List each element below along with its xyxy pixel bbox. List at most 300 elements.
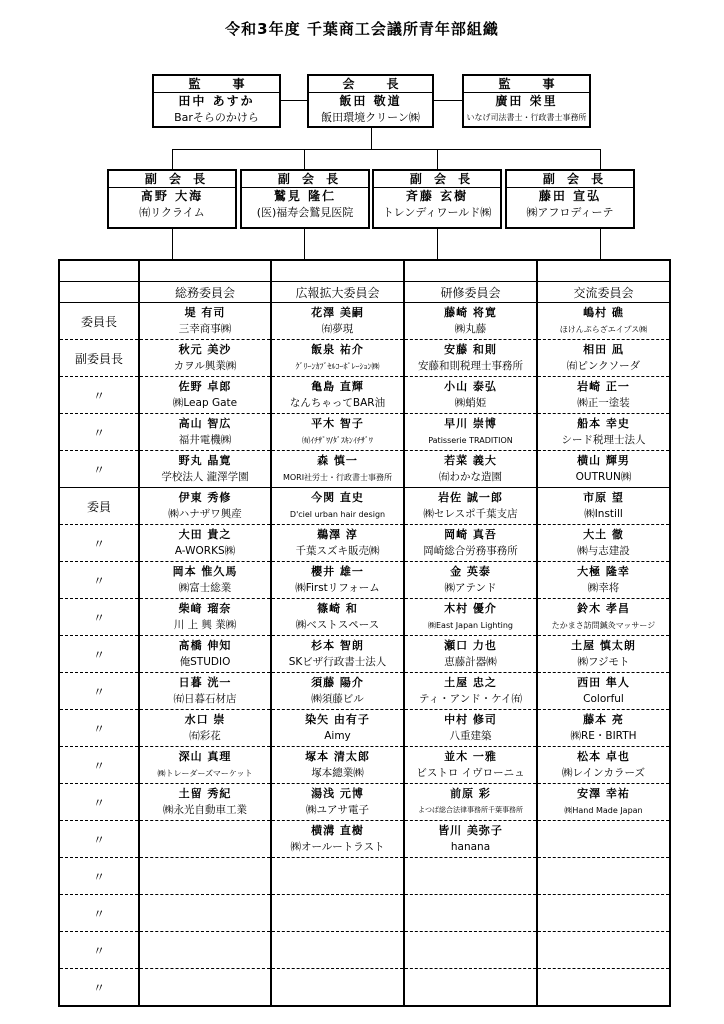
member-cell <box>271 303 404 340</box>
table-row <box>59 636 670 673</box>
connector-line <box>172 149 173 169</box>
connector-line <box>281 100 307 101</box>
member-name: 安澤 幸祐 <box>577 787 630 800</box>
member-organization: ㈱永光自動車工業 <box>163 804 247 816</box>
member-cell <box>404 858 537 895</box>
member-cell <box>404 821 537 858</box>
member-name: 塚本 清太郎 <box>305 750 370 763</box>
role-label: 監 事 <box>464 76 589 93</box>
member-name: 土屋 慎太朗 <box>571 639 636 652</box>
member-organization <box>140 987 270 1004</box>
member-cell <box>404 895 537 932</box>
member-name: 安藤 和則 <box>444 343 497 356</box>
member-organization: ㈱レインカラーズ <box>562 767 645 779</box>
member-organization: なんちゃってBAR油 <box>289 397 386 409</box>
auditor-box-left <box>152 74 281 128</box>
member-name: 岡本 惟久馬 <box>172 565 238 578</box>
member-organization: ㈲ピンクソーダ <box>566 360 641 372</box>
member-name: 小山 泰弘 <box>444 380 497 393</box>
member-cell <box>271 895 404 932</box>
member-name <box>538 933 669 950</box>
table-cell <box>537 260 670 282</box>
table-row <box>59 377 670 414</box>
member-organization <box>140 876 270 893</box>
member-name: 飯泉 祐介 <box>311 343 364 356</box>
role-label: 副 会 長 <box>242 171 368 188</box>
member-organization <box>140 913 270 930</box>
member-name: 亀島 直輝 <box>311 380 364 393</box>
member-name <box>272 970 403 987</box>
member-cell <box>404 525 537 562</box>
committee-header: 研修委員会 <box>404 282 537 303</box>
member-name: 大極 隆幸 <box>577 565 630 578</box>
table-row <box>59 340 670 377</box>
member-name: 深山 真理 <box>178 750 232 763</box>
member-cell <box>404 414 537 451</box>
member-name: 早川 崇博 <box>444 417 497 430</box>
connector-line <box>434 100 462 101</box>
member-name: 野丸 晶寛 <box>178 454 232 467</box>
member-cell <box>404 303 537 340</box>
member-cell <box>404 599 537 636</box>
committee-table <box>58 259 671 1007</box>
member-organization: Patisserie TRADITION <box>428 436 513 445</box>
table-cell <box>404 260 537 282</box>
member-organization: たかまさ訪問鍼灸マッサージ <box>551 621 656 630</box>
table-cell <box>271 260 404 282</box>
member-name <box>272 859 403 876</box>
person-name: 飯田 敬道 <box>339 94 402 108</box>
member-cell <box>139 562 271 599</box>
member-organization: Aimy <box>324 730 351 742</box>
table-row <box>59 303 670 340</box>
member-name: 堤 有司 <box>184 306 226 319</box>
member-organization <box>538 876 669 893</box>
member-cell <box>271 377 404 414</box>
connector-line <box>437 229 438 260</box>
member-name: 杉本 智朗 <box>311 639 364 652</box>
member-cell <box>537 710 670 747</box>
member-organization: ティ・アンド・ケイ㈲ <box>418 693 522 705</box>
member-organization: ㈱Firstリフォーム <box>295 582 380 594</box>
vice-president-box <box>372 169 502 229</box>
member-cell <box>139 969 271 1007</box>
member-cell <box>537 525 670 562</box>
member-name: 高山 智広 <box>178 417 232 430</box>
member-name: 森 慎一 <box>317 454 358 467</box>
member-cell <box>404 784 537 821</box>
role-label: 副 会 長 <box>374 171 500 188</box>
table-row <box>59 673 670 710</box>
table-body <box>59 260 670 1006</box>
connector-line <box>371 127 372 149</box>
row-role-label: 副委員長 <box>59 340 139 377</box>
member-organization: ㈱ベストスペース <box>295 619 380 631</box>
table-row <box>59 525 670 562</box>
person-name: 田中 あすか <box>178 94 255 108</box>
member-cell <box>537 673 670 710</box>
member-cell <box>139 377 271 414</box>
member-name <box>538 822 669 839</box>
member-name: 瀬口 力也 <box>444 639 497 652</box>
table-row <box>59 710 670 747</box>
member-organization: Colorful <box>583 693 624 705</box>
member-cell <box>404 562 537 599</box>
member-name: 須藤 陽介 <box>311 676 364 689</box>
row-role-label: 〃 <box>59 636 139 673</box>
member-cell <box>139 636 271 673</box>
member-cell <box>404 488 537 525</box>
row-role-label: 〃 <box>59 673 139 710</box>
member-organization: 塚本總業㈱ <box>311 767 364 779</box>
member-organization <box>405 913 536 930</box>
member-cell <box>139 340 271 377</box>
member-name: 柴﨑 瑠奈 <box>178 602 232 615</box>
member-organization: SKビザ行政書士法人 <box>288 656 387 668</box>
member-cell <box>537 303 670 340</box>
member-cell <box>271 969 404 1007</box>
member-name <box>140 822 270 839</box>
member-name: 横山 輝男 <box>577 454 630 467</box>
table-row <box>59 747 670 784</box>
person-name: 鷲見 隆仁 <box>273 189 337 203</box>
member-organization <box>405 876 536 893</box>
member-name <box>538 970 669 987</box>
member-organization: ㈱セレスポ千葉支店 <box>423 508 518 520</box>
member-name: 大土 徹 <box>583 528 624 541</box>
member-cell <box>271 821 404 858</box>
member-organization: カヲル興業㈱ <box>173 360 237 372</box>
member-name <box>272 896 403 913</box>
member-organization: 三幸商事㈱ <box>178 323 232 335</box>
member-cell <box>271 488 404 525</box>
organization: (医)福寿会鷲見医院 <box>256 206 354 219</box>
member-cell <box>404 747 537 784</box>
member-organization: ㈱RE・BIRTH <box>570 730 637 742</box>
member-cell <box>271 340 404 377</box>
member-cell <box>139 599 271 636</box>
member-organization: ㈲わかな造園 <box>439 471 502 483</box>
role-label: 副 会 長 <box>109 171 235 188</box>
member-cell <box>139 747 271 784</box>
organization: ㈲リクライム <box>139 206 205 219</box>
member-organization: ㈱Instill <box>584 508 623 520</box>
table-row <box>59 488 670 525</box>
member-cell <box>537 451 670 488</box>
member-name <box>140 859 270 876</box>
table-corner-cell <box>59 282 139 303</box>
member-name: 市原 望 <box>583 491 624 504</box>
member-organization: ㈱ハナザワ興産 <box>168 508 242 520</box>
member-organization: ㈱Hand Made Japan <box>564 806 643 815</box>
row-role-label: 委員長 <box>59 303 139 340</box>
member-name <box>140 970 270 987</box>
member-cell <box>404 377 537 414</box>
member-name <box>538 896 669 913</box>
member-organization: ㈱富士総業 <box>178 582 232 594</box>
member-name <box>405 859 536 876</box>
member-organization <box>140 950 270 967</box>
table-header-spacer <box>59 260 670 282</box>
member-cell <box>404 340 537 377</box>
row-role-label: 〃 <box>59 784 139 821</box>
member-organization: 岡崎総合労務事務所 <box>423 545 518 557</box>
member-name: 秋元 美沙 <box>178 343 232 356</box>
member-organization: ㈱正一塗装 <box>577 397 630 409</box>
member-organization: 安藤和則税理士事務所 <box>418 360 523 372</box>
member-organization <box>140 839 270 856</box>
member-organization <box>272 913 403 930</box>
member-name: 松本 卓也 <box>577 750 630 763</box>
row-role-label: 〃 <box>59 377 139 414</box>
member-cell <box>271 932 404 969</box>
member-name: 鵜澤 淳 <box>317 528 358 541</box>
row-role-label: 〃 <box>59 747 139 784</box>
member-cell <box>537 636 670 673</box>
member-organization: ㈱Leap Gate <box>172 397 238 409</box>
member-cell <box>139 303 271 340</box>
member-cell <box>139 821 271 858</box>
row-role-label: 〃 <box>59 562 139 599</box>
member-organization <box>272 987 403 1004</box>
member-cell <box>404 451 537 488</box>
member-name: 相田 凪 <box>583 343 624 356</box>
member-organization <box>538 839 669 856</box>
member-name <box>272 933 403 950</box>
table-row <box>59 784 670 821</box>
member-organization: シード税理士法人 <box>561 434 646 446</box>
member-organization: ㈱丸藤 <box>454 323 487 335</box>
member-organization: ㈱アテンド <box>444 582 497 594</box>
member-organization: ほけんぷらざエイプス㈱ <box>559 325 648 334</box>
member-cell <box>139 414 271 451</box>
role-label: 会 長 <box>309 76 432 93</box>
member-organization: hanana <box>450 841 491 853</box>
member-cell <box>404 710 537 747</box>
member-cell <box>537 377 670 414</box>
member-cell <box>271 599 404 636</box>
member-organization: 福井電機㈱ <box>178 434 232 446</box>
committee-header: 総務委員会 <box>139 282 271 303</box>
member-cell <box>271 747 404 784</box>
person-name: 髙野 大海 <box>140 189 204 203</box>
member-name <box>405 896 536 913</box>
member-name: 岡崎 真吾 <box>444 528 497 541</box>
member-organization <box>538 987 669 1004</box>
member-organization: よつば総合法律事務所千葉事務所 <box>418 806 523 814</box>
member-organization: 八重建築 <box>449 730 492 742</box>
member-name: 土留 秀紀 <box>178 787 232 800</box>
member-cell <box>139 525 271 562</box>
member-name: 藤本 亮 <box>583 713 624 726</box>
member-organization: ㈲ｲﾁｻﾞﾜ/ﾀﾞｽｷﾝｲﾁｻﾞﾜ <box>302 436 373 445</box>
member-name: 藤崎 将寛 <box>444 306 497 319</box>
member-cell <box>537 895 670 932</box>
member-organization: ビストロ イヴローニュ <box>416 767 525 779</box>
committee-header-row <box>59 282 670 303</box>
member-cell <box>271 858 404 895</box>
table-row <box>59 562 670 599</box>
member-name: 日暮 洸一 <box>178 676 232 689</box>
member-name: 金 英泰 <box>450 565 491 578</box>
table-row <box>59 895 670 932</box>
member-name: 西田 隼人 <box>577 676 630 689</box>
connector-line <box>172 229 173 260</box>
member-organization: 川 上 興 業㈱ <box>173 619 237 631</box>
member-name: 篠崎 和 <box>317 602 358 615</box>
member-name: 髙橋 伸知 <box>178 639 232 652</box>
member-name: 岩崎 正一 <box>577 380 630 393</box>
member-cell <box>271 525 404 562</box>
member-cell <box>404 636 537 673</box>
member-cell <box>139 932 271 969</box>
connector-line <box>304 229 305 260</box>
member-cell <box>139 451 271 488</box>
member-organization: ㈱フジモト <box>577 656 630 668</box>
member-name <box>538 859 669 876</box>
president-box <box>307 74 434 128</box>
member-organization: 恵藤計器㈱ <box>444 656 497 668</box>
member-organization: 千葉スズキ販売㈱ <box>295 545 380 557</box>
committee-header: 交流委員会 <box>537 282 670 303</box>
table-cell <box>59 260 139 282</box>
member-organization: MORI社労士・行政書士事務所 <box>282 473 393 482</box>
member-cell <box>537 488 670 525</box>
vice-president-box <box>107 169 237 229</box>
member-name: 平木 智子 <box>311 417 364 430</box>
member-cell <box>537 747 670 784</box>
organization: トレンディワールド㈱ <box>382 206 492 219</box>
member-name: 鈴木 孝昌 <box>577 602 630 615</box>
row-role-label: 〃 <box>59 414 139 451</box>
role-label: 副 会 長 <box>507 171 633 188</box>
row-role-label: 〃 <box>59 858 139 895</box>
member-cell <box>139 488 271 525</box>
member-cell <box>271 784 404 821</box>
member-name <box>405 970 536 987</box>
member-cell <box>537 562 670 599</box>
person-name: 斉藤 玄樹 <box>405 189 469 203</box>
member-cell <box>271 673 404 710</box>
member-name: 水口 崇 <box>184 713 226 726</box>
table-row <box>59 969 670 1007</box>
member-name: 櫻井 雄一 <box>311 565 364 578</box>
auditor-box-right <box>462 74 591 128</box>
organization: ㈱アフロディーテ <box>526 206 614 219</box>
committee-header: 広報拡大委員会 <box>271 282 404 303</box>
member-name: 横溝 直樹 <box>311 824 364 837</box>
member-name: 大田 貴之 <box>178 528 232 541</box>
row-role-label: 〃 <box>59 821 139 858</box>
member-cell <box>537 599 670 636</box>
member-organization: ㈲日暮石材店 <box>173 693 237 705</box>
member-cell <box>537 858 670 895</box>
member-cell <box>139 784 271 821</box>
member-organization: A-WORKS㈱ <box>174 545 236 557</box>
member-organization <box>538 950 669 967</box>
member-cell <box>271 710 404 747</box>
member-organization: 学校法人 瀧澤学園 <box>161 471 249 483</box>
member-organization: OUTRUN㈱ <box>575 471 632 483</box>
member-cell <box>537 969 670 1007</box>
member-cell <box>537 821 670 858</box>
member-organization: ㈱須藤ビル <box>311 693 364 705</box>
member-organization <box>405 987 536 1004</box>
member-name: 皆川 美弥子 <box>438 824 503 837</box>
member-name <box>140 933 270 950</box>
member-name: 前原 彩 <box>450 787 491 800</box>
member-name: 並木 一雅 <box>444 750 497 763</box>
member-cell <box>271 414 404 451</box>
organization: いなげ司法書士・行政書士事務所 <box>466 113 587 122</box>
member-organization: ㈱蛸姫 <box>454 397 487 409</box>
member-name: 伊東 秀修 <box>178 491 232 504</box>
table-row <box>59 858 670 895</box>
member-organization: ㈱オールートラスト <box>290 841 385 853</box>
member-organization: ㈱幸将 <box>587 582 620 594</box>
member-organization <box>272 876 403 893</box>
page-title: 令和3年度 千葉商工会議所青年部組織 <box>225 20 499 38</box>
member-name: 嶋村 礁 <box>583 306 624 319</box>
member-organization: ㈱トレーダーズマーケット <box>157 769 253 778</box>
role-label: 監 事 <box>154 76 279 93</box>
member-cell <box>404 932 537 969</box>
member-name: 船本 幸史 <box>577 417 630 430</box>
row-role-label: 〃 <box>59 895 139 932</box>
connector-line <box>437 149 438 169</box>
table-row <box>59 599 670 636</box>
member-name: 湯浅 元博 <box>311 787 364 800</box>
connector-line <box>172 149 600 150</box>
member-cell <box>537 340 670 377</box>
table-cell <box>139 260 271 282</box>
member-cell <box>537 932 670 969</box>
row-role-label: 〃 <box>59 599 139 636</box>
member-cell <box>139 673 271 710</box>
row-role-label: 委員 <box>59 488 139 525</box>
member-organization: ㈲夢現 <box>321 323 354 335</box>
vice-president-box <box>240 169 370 229</box>
table-row <box>59 932 670 969</box>
table-row <box>59 451 670 488</box>
member-organization <box>538 913 669 930</box>
member-cell <box>139 858 271 895</box>
member-name <box>140 896 270 913</box>
member-name: 岩佐 誠一郎 <box>438 491 503 504</box>
row-role-label: 〃 <box>59 969 139 1007</box>
member-organization: 俺STUDIO <box>179 656 231 668</box>
member-name: 若菜 義大 <box>444 454 497 467</box>
member-organization: ㈱East Japan Lighting <box>428 621 513 630</box>
row-role-label: 〃 <box>59 710 139 747</box>
member-name: 佐野 卓郎 <box>178 380 232 393</box>
member-organization: ｸﾞﾘｰﾝｶﾌﾞｾﾙｺｰﾎﾟﾚｰｼｮﾝ㈱ <box>295 362 380 371</box>
member-cell <box>271 562 404 599</box>
member-organization: ㈱ユアサ電子 <box>306 804 369 816</box>
member-cell <box>537 784 670 821</box>
member-organization: ㈱与志建設 <box>577 545 630 557</box>
connector-line <box>304 149 305 169</box>
member-cell <box>139 895 271 932</box>
member-name: 今関 直史 <box>311 491 364 504</box>
member-name: 土屋 忠之 <box>444 676 497 689</box>
row-role-label: 〃 <box>59 525 139 562</box>
member-organization <box>405 950 536 967</box>
person-name: 廣田 栄里 <box>495 94 558 108</box>
member-cell <box>404 969 537 1007</box>
organization: Barそらのかけら <box>174 111 259 124</box>
row-role-label: 〃 <box>59 451 139 488</box>
